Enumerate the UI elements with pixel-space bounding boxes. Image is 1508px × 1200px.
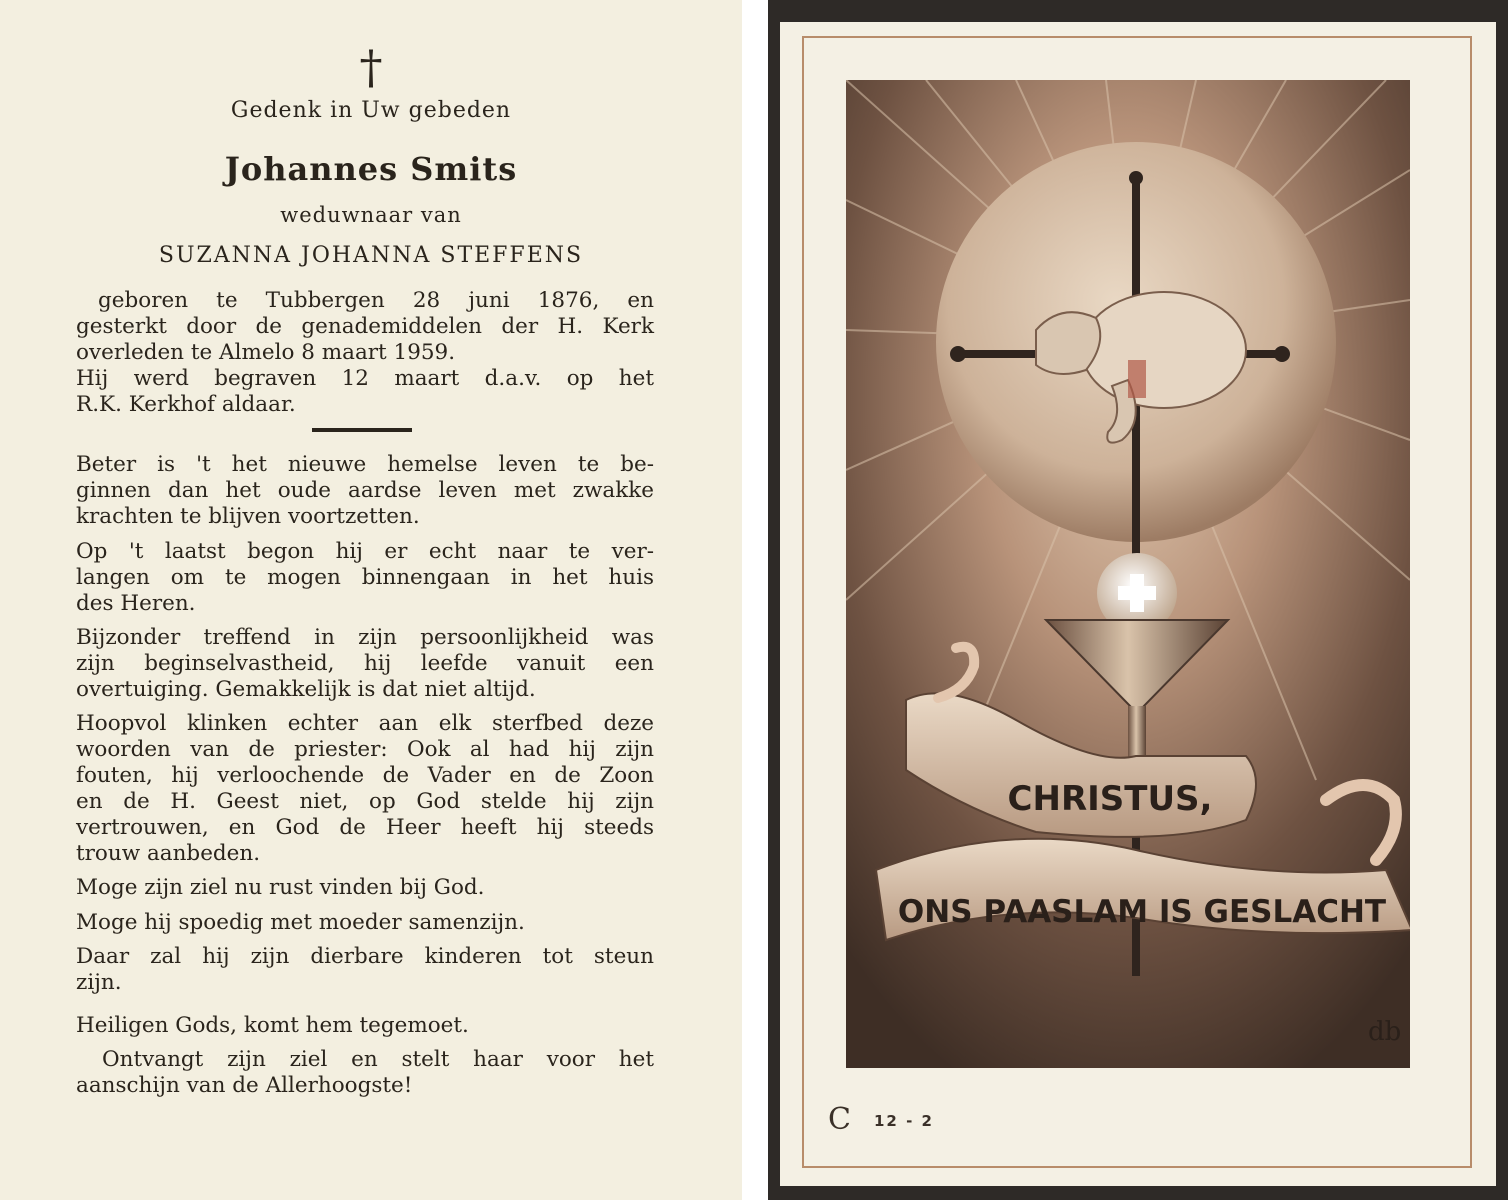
bio-line: gesterkt door de genademiddelen der H. Kerk bbox=[76, 314, 654, 339]
artist-signature: db bbox=[1368, 1017, 1402, 1047]
bio-line: geboren te Tubbergen 28 juni 1876, en bbox=[98, 288, 654, 313]
divider-rule bbox=[312, 428, 412, 432]
paragraph-line: aanschijn van de Allerhoogste! bbox=[76, 1073, 413, 1098]
spouse-name: SUZANNA JOHANNA STEFFENS bbox=[158, 243, 584, 268]
paragraph-line: trouw aanbeden. bbox=[76, 841, 261, 866]
paragraph-line: fouten, hij verloochende de Vader en de Zoon bbox=[76, 763, 654, 788]
widower-label: weduwnaar van bbox=[280, 203, 462, 227]
bio-line: overleden te Almelo 8 maart 1959. bbox=[76, 340, 456, 365]
paragraph-line: Heiligen Gods, komt hem tegemoet. bbox=[76, 1013, 469, 1038]
paragraph-line: overtuiging. Gemakkelijk is dat niet altijd. bbox=[76, 677, 536, 702]
deceased-name: Johannes Smits bbox=[224, 150, 518, 188]
bio-line: R.K. Kerkhof aldaar. bbox=[76, 392, 296, 417]
paragraph-line: Daar zal hij zijn dierbare kinderen tot steun bbox=[76, 944, 654, 969]
card-code-label: 12 - 2 bbox=[874, 1112, 934, 1130]
paragraph-line: Moge zijn ziel nu rust vinden bij God. bbox=[76, 875, 485, 900]
paragraph-line: ginnen dan het oude aardse leven met zwakke bbox=[76, 478, 654, 503]
paragraph-line: zijn beginselvastheid, hij leefde vanuit een bbox=[76, 651, 654, 676]
paragraph-line: en de H. Geest niet, op God stelde hij zijn bbox=[76, 789, 654, 814]
memorial-text-card bbox=[0, 0, 742, 1200]
paragraph-line: zijn. bbox=[76, 970, 122, 995]
paragraph-line: langen om te mogen binnengaan in het huis bbox=[76, 565, 654, 590]
banner-text-bottom: ONS PAASLAM IS GESLACHT bbox=[897, 894, 1387, 930]
paragraph-line: woorden van de priester: Ook al had hij zijn bbox=[76, 737, 654, 762]
paragraph-line: krachten te blijven voortzetten. bbox=[76, 504, 420, 529]
publisher-logo-icon: C bbox=[828, 1102, 851, 1137]
paragraph-line: Hoopvol klinken echter aan elk sterfbed deze bbox=[76, 711, 654, 736]
artwork-svg bbox=[846, 80, 1410, 1068]
paragraph-line: Ontvangt zijn ziel en stelt haar voor het bbox=[102, 1047, 654, 1072]
paragraph-line: des Heren. bbox=[76, 591, 196, 616]
paragraph-line: Moge hij spoedig met moeder samenzijn. bbox=[76, 910, 525, 935]
paragraph-line: Beter is 't het nieuwe hemelse leven te be- bbox=[76, 452, 654, 477]
paragraph-line: vertrouwen, en God de Heer heeft hij steeds bbox=[76, 815, 654, 840]
paragraph-line: Bijzonder treffend in zijn persoonlijkheid was bbox=[76, 625, 654, 650]
banner-text-top: CHRISTUS, bbox=[1007, 779, 1213, 819]
gedenk-heading: Gedenk in Uw gebeden bbox=[230, 98, 512, 123]
paragraph-line: Op 't laatst begon hij er echt naar te ver- bbox=[76, 539, 654, 564]
cross-icon: † bbox=[359, 40, 383, 94]
bio-line: Hij werd begraven 12 maart d.a.v. op het bbox=[76, 366, 654, 391]
paschal-lamb-artwork bbox=[846, 80, 1410, 1068]
